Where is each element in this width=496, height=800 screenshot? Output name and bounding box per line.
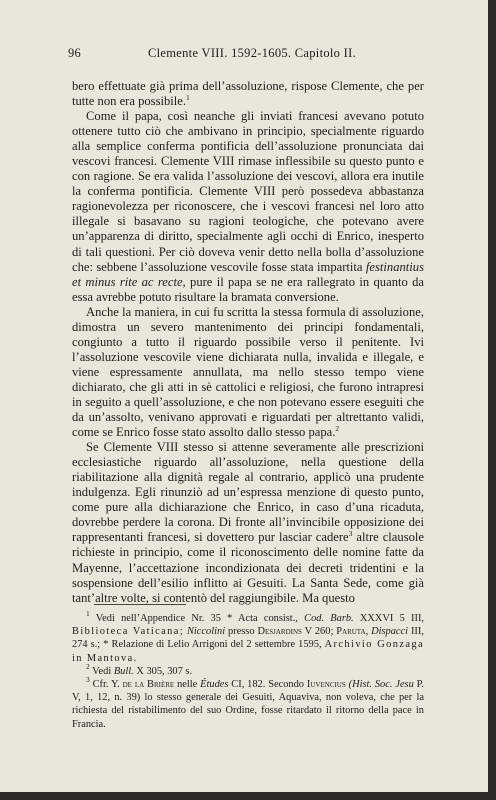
footnote-1-italic: Cod. Barb. — [304, 613, 354, 624]
work-title: Dispacci — [371, 626, 409, 638]
footnote-ref-3: 3 — [348, 529, 353, 539]
archive-name: Archivio Gonzaga in Mantova. — [72, 639, 424, 664]
footnote-1-text: XXXVI 5 III, — [359, 613, 424, 624]
author-name: Niccolini — [186, 626, 226, 638]
footnote-2-mark: 2 — [86, 661, 90, 671]
footnote-3-text: Cfr. Y. — [92, 679, 120, 691]
running-title: Clemente VIII. 1592-1605. Capitolo II. — [148, 46, 357, 60]
author-name: Paruta, — [336, 626, 369, 638]
page-number: 96 — [68, 46, 82, 60]
footnote-3 — [72, 675, 424, 731]
paragraph-3 — [72, 305, 424, 440]
footnote-2-text: Vedi — [92, 665, 112, 677]
footnote-2 — [72, 661, 424, 678]
author-name: Iuvencius — [306, 679, 346, 691]
footnote-1-text: V 260; — [304, 626, 334, 638]
footnote-divider — [94, 604, 186, 605]
main-text — [72, 79, 424, 606]
work-title: Études — [200, 679, 229, 691]
footnote-1-text: III, 274 s.; * Relazione di Lelio Arrigoni del 2 settembre 1595, — [72, 626, 424, 651]
paragraph-2-text-a: Come il papa, così neanche gli inviati francesi avevano potuto ottenere tutto ciò che ambivano in principio, specialmente riguardo alla semplice conferma pontificia dell’assoluzione pronunciata dai vescovi francesi. Clemente VIII rimase inflessibile su questo punto e con ragione. Se era valida l’assoluzione dei vescovi, allora era inutile la conferma pontificia. Clemente VIII però possedeva abbastanza ragionevolezza per riconoscere, che i vescovi francesi nel loro atto illegale si basavano su ragioni teologiche, che potevano avere un’apparenza di diritto, specialmente agli occhi di Enrico, inesperto di tali questioni. Per ciò doveva venir detto nella bolla d’assoluzione che: sebbene l’assoluzione vescovile fosse stata impartita — [72, 109, 424, 274]
footnote-1-text: Vedi nell’Appendice Nr. 35 * Acta consist., — [95, 613, 298, 624]
paragraph-4 — [72, 440, 424, 606]
archive-name: Biblioteca Vaticana; — [72, 626, 185, 638]
author-name: Desjardins — [257, 626, 302, 638]
paragraph-1-text: bero effettuate già prima dell’assoluzione, rispose Clemente, che per tutte non era possibile. — [72, 79, 424, 109]
work-title: (Hist. Soc. Jesu — [348, 679, 414, 691]
footnote-1-mark: 1 — [86, 609, 90, 618]
footnotes — [72, 609, 424, 731]
footnote-3-text: P. V, 1, 12, n. 39) lo stesso generale dei Gesuiti, Aquaviva, non voleva, che per la richiesta del ristabilimento del suo Ordine, fosse ritardato il ritorno della pace in Francia. — [72, 679, 424, 730]
paragraph-4-text-a: Se Clemente VIII stesso si attenne severamente alle prescrizioni ecclesiastiche riguardo all’assoluzione, nella questione della riabilitazione alla dignità regale al contrario, applicò una prudente indulgenza. Egli rinunziò ad un’espressa menzione di questo punto, come pure alla dichiarazione che Enrico, in caso d’una ricaduta, dovrebbe perdere la corona. Di fronte all’invincibile opposizione dei rappresentanti francesi, si dovettero pur lasciar cadere — [72, 440, 424, 545]
footnote-3-mark: 3 — [86, 675, 90, 685]
author-name: de la Brière — [122, 679, 175, 691]
paragraph-1 — [72, 79, 424, 109]
footnote-ref-2: 2 — [335, 424, 340, 434]
latin-phrase: festinantius et minus rite ac recte, — [72, 259, 424, 289]
footnote-3-text: nelle — [177, 679, 198, 691]
paragraph-2 — [72, 109, 424, 305]
footnote-2-text: X 305, 307 s. — [136, 665, 193, 677]
paragraph-3-text: Anche la maniera, in cui fu scritta la stessa formula di assoluzione, dimostra un severo mantenimento dei principi fondamentali, congiunto a tutto il riguardo possibile verso il penitente. Ivi l’assoluzione vescovile viene dichiarata nulla, invalida e illegale, e viene espressamente annullata, ma nello stesso tempo viene dichiarato, che gli atti in sè cattolici e religiosi, che furono intrapresi in seguito a quell’assoluzione, e che non potevano essere eseguiti che da un’assolto, venivano approvati e riguardati per altrettanto validi, come se Enrico fosse stato assolto dallo stesso papa. — [72, 304, 424, 440]
footnote-1 — [72, 609, 424, 665]
page-header — [68, 46, 428, 62]
paragraph-4-text-b: altre clausole richieste in principio, come il riconoscimento delle nomine fatte da Mayenne, l’accettazione incondizionata dei decreti tridentini e la sospensione dell’esilio inflitto ai Gesuiti. La Santa Sede, come già tant’altre volte, si contentò del raggiungibile. Ma questo — [72, 530, 424, 605]
work-title: Bull. — [113, 665, 134, 677]
footnote-3-text: CI, 182. Secondo — [231, 679, 304, 691]
footnote-ref-1: 1 — [186, 93, 190, 103]
paragraph-2-text-b: pure il papa se ne era rallegrato in quanto da essa avrebbe potuto risultare la bramata conversione. — [72, 274, 424, 304]
footnote-1-text: presso — [227, 626, 255, 638]
